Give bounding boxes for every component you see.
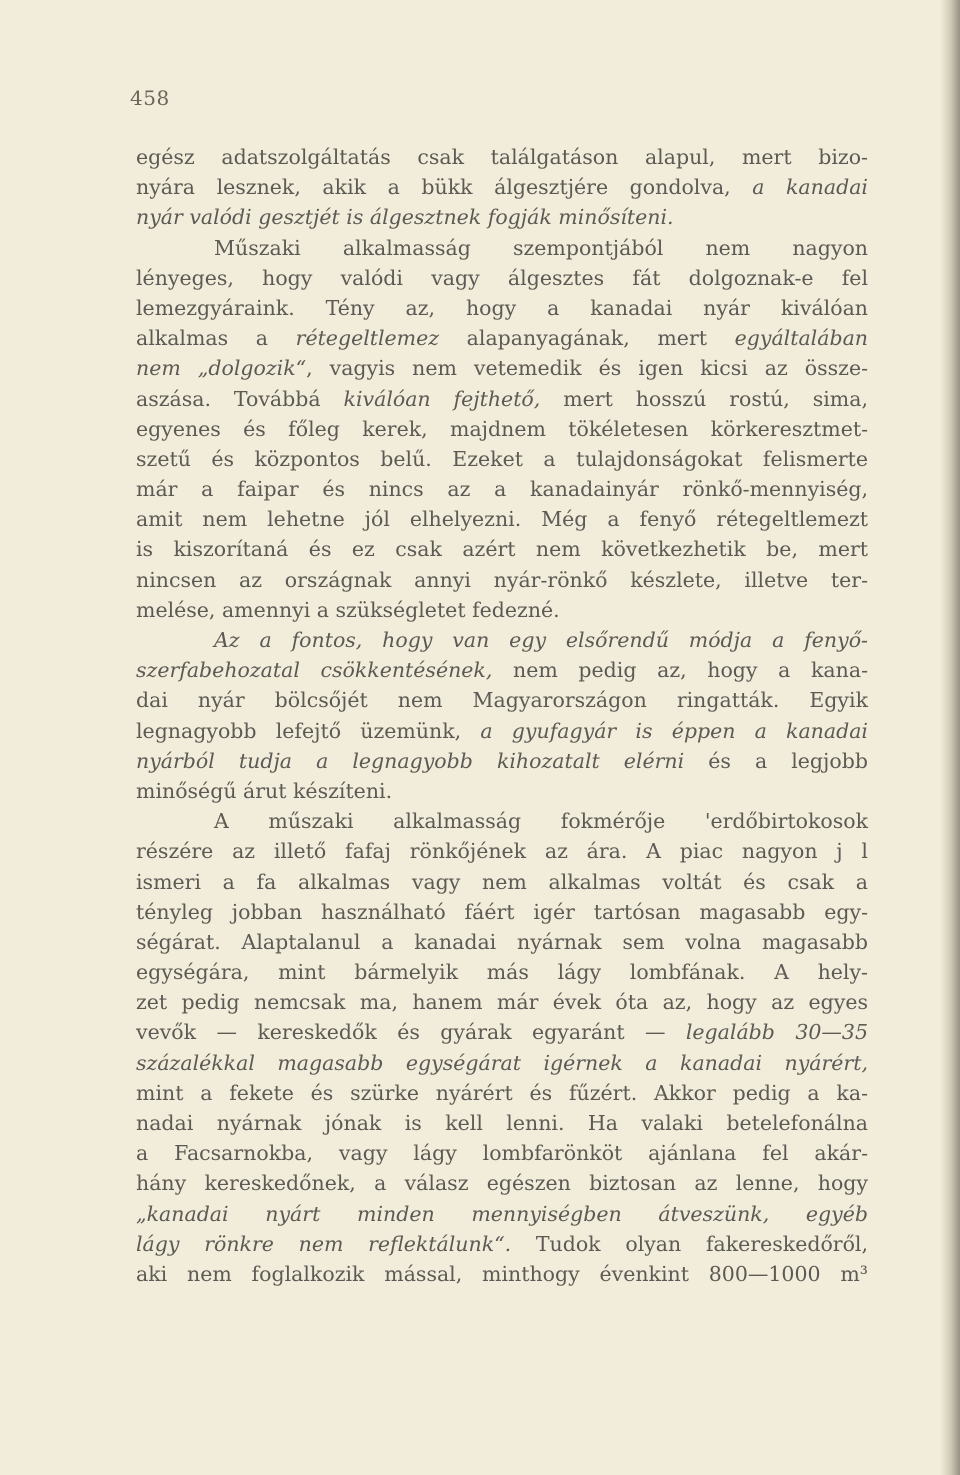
- text-segment: dai nyár bölcsőjét nem Magyarországon ringatták. Egyik: [136, 688, 868, 713]
- text-line: [136, 1259, 868, 1289]
- text-segment: vevők — kereskedők és gyárak egyaránt —: [136, 1020, 686, 1045]
- italic-text: szerfabehozatal csökkentésének,: [136, 658, 493, 683]
- text-segment: nem pedig az, hogy a kana-: [492, 658, 869, 683]
- page-number: 458: [130, 86, 170, 110]
- text-segment: , vagyis nem vetemedik és igen kicsi az össze-: [306, 356, 869, 381]
- text-line: [136, 806, 868, 836]
- text-line: [136, 897, 868, 927]
- text-segment: melése, amennyi a szükségletet fedezné.: [136, 597, 560, 622]
- text-line: [136, 263, 868, 293]
- text-line: [136, 1078, 868, 1108]
- italic-text: lágy rönkre nem reflektálunk“.: [136, 1231, 512, 1256]
- text-segment: legnagyobb lefejtő üzemünk,: [136, 718, 481, 743]
- text-segment: A műszaki alkalmasság fokmérője 'erdőbirtokosok: [214, 809, 868, 834]
- text-segment: lemezgyáraink. Tény az, hogy a kanadai nyár kiválóan: [136, 295, 868, 320]
- text-segment: aszása. Továbbá: [136, 386, 344, 411]
- text-line: [136, 1108, 868, 1138]
- text-segment: ségárat. Alaptalanul a kanadai nyárnak sem volna magasabb: [136, 929, 868, 954]
- italic-text: százalékkal magasabb egységárat igérnek a kanadai nyárért,: [136, 1050, 868, 1075]
- text-segment: tényleg jobban használható fáért igér tartósan magasabb egy-: [136, 899, 868, 924]
- text-segment: egységára, mint bármelyik más lágy lombfának. A hely-: [136, 960, 868, 985]
- text-line: [136, 534, 868, 564]
- text-line: [136, 1168, 868, 1198]
- text-segment: hány kereskedőnek, a válasz egészen biztosan az lenne, hogy: [136, 1171, 868, 1196]
- text-segment: zet pedig nemcsak ma, hanem már évek óta az, hogy az egyes: [136, 990, 868, 1015]
- text-segment: egész adatszolgáltatás csak találgatáson alapul, mert bizo-: [136, 145, 868, 169]
- text-line: [136, 293, 868, 323]
- text-line: [136, 323, 868, 353]
- text-line: [136, 776, 868, 806]
- text-line: [136, 504, 868, 534]
- text-segment: szetű és központos belű. Ezeket a tulajdonságokat felismerte: [136, 446, 868, 471]
- text-segment: nadai nyárnak jónak is kell lenni. Ha valaki betelefonálna: [136, 1111, 868, 1135]
- text-segment: lényeges, hogy valódi vagy álgesztes fát dolgoznak-e fel: [136, 265, 868, 290]
- text-segment: aki nem foglalkozik mással, minthogy évenkint 800—1000 m³: [136, 1261, 868, 1286]
- text-line: [136, 474, 868, 504]
- text-line: [136, 655, 868, 685]
- text-line: [136, 142, 868, 172]
- text-segment: amit nem lehetne jól elhelyezni. Még a fenyő rétegeltlemezt: [136, 507, 868, 532]
- text-line: [136, 1017, 868, 1047]
- text-line: [136, 384, 868, 414]
- text-line: [136, 1138, 868, 1168]
- text-line: [136, 927, 868, 957]
- text-line: [136, 685, 868, 715]
- italic-text: egyáltalában: [734, 326, 869, 351]
- text-line: [136, 353, 868, 383]
- text-segment: már a faipar és nincs az a kanadainyár rönkő-mennyiség,: [136, 477, 868, 502]
- text-segment: alapanyagának, mert: [439, 326, 735, 351]
- text-line: [136, 202, 868, 232]
- text-line: [136, 625, 868, 655]
- text-line: [136, 1048, 868, 1078]
- text-segment: mint a fekete és szürke nyárért és fűzért. Akkor pedig a ka-: [136, 1080, 868, 1105]
- text-line: [136, 444, 868, 474]
- text-line: [136, 233, 868, 263]
- italic-text: rétegeltlemez: [295, 326, 440, 351]
- text-segment: Tudok olyan fakereskedőről,: [511, 1231, 868, 1256]
- italic-text: „kanadai nyárt minden mennyiségben átveszünk, egyéb: [136, 1201, 868, 1226]
- text-segment: mert hosszú rostú, sima,: [540, 386, 868, 411]
- text-line: [136, 716, 868, 746]
- text-line: [136, 746, 868, 776]
- text-segment: nyára lesznek, akik a bükk álgesztjére gondolva,: [136, 175, 753, 200]
- text-line: [136, 414, 868, 444]
- italic-text: nem „dolgozik“: [136, 356, 307, 381]
- text-segment: részére az illető fafaj rönkőjének az ára. A piac nagyon j l: [136, 839, 868, 864]
- italic-text: a kanadai: [752, 175, 868, 200]
- text-segment: a Facsarnokba, vagy lágy lombfarönköt ajánlana fel akár-: [136, 1141, 868, 1166]
- italic-text: Az a fontos, hogy van egy elsőrendű módja a fenyő-: [214, 628, 868, 652]
- text-line: [136, 836, 868, 866]
- italic-text: legalább 30—35: [685, 1020, 868, 1045]
- text-line: [136, 172, 868, 202]
- body-text: [136, 142, 868, 1289]
- text-segment: minőségű árut készíteni.: [136, 778, 393, 803]
- text-line: [136, 957, 868, 987]
- text-segment: is kiszorítaná és ez csak azért nem következhetik be, mert: [136, 537, 868, 562]
- text-line: [136, 595, 868, 625]
- italic-text: nyárból tudja a legnagyobb kihozatalt elérni: [136, 748, 685, 773]
- text-segment: és a legjobb: [684, 748, 868, 773]
- text-segment: Műszaki alkalmasság szempontjából nem nagyon: [214, 235, 868, 260]
- text-line: [136, 987, 868, 1017]
- italic-text: nyár valódi gesztjét is álgesztnek fogják minősíteni.: [136, 205, 674, 230]
- italic-text: a gyufagyár is éppen a kanadai: [480, 718, 868, 743]
- text-line: [136, 565, 868, 595]
- text-segment: ismeri a fa alkalmas vagy nem alkalmas voltát és csak a: [136, 869, 868, 894]
- text-segment: nincsen az országnak annyi nyár-rönkő készlete, illetve ter-: [136, 567, 868, 592]
- text-segment: egyenes és főleg kerek, majdnem tökéletesen körkeresztmet-: [136, 416, 868, 441]
- text-line: [136, 1229, 868, 1259]
- italic-text: kiválóan fejthető,: [343, 386, 541, 411]
- text-line: [136, 1199, 868, 1229]
- text-segment: alkalmas a: [136, 326, 296, 351]
- text-line: [136, 867, 868, 897]
